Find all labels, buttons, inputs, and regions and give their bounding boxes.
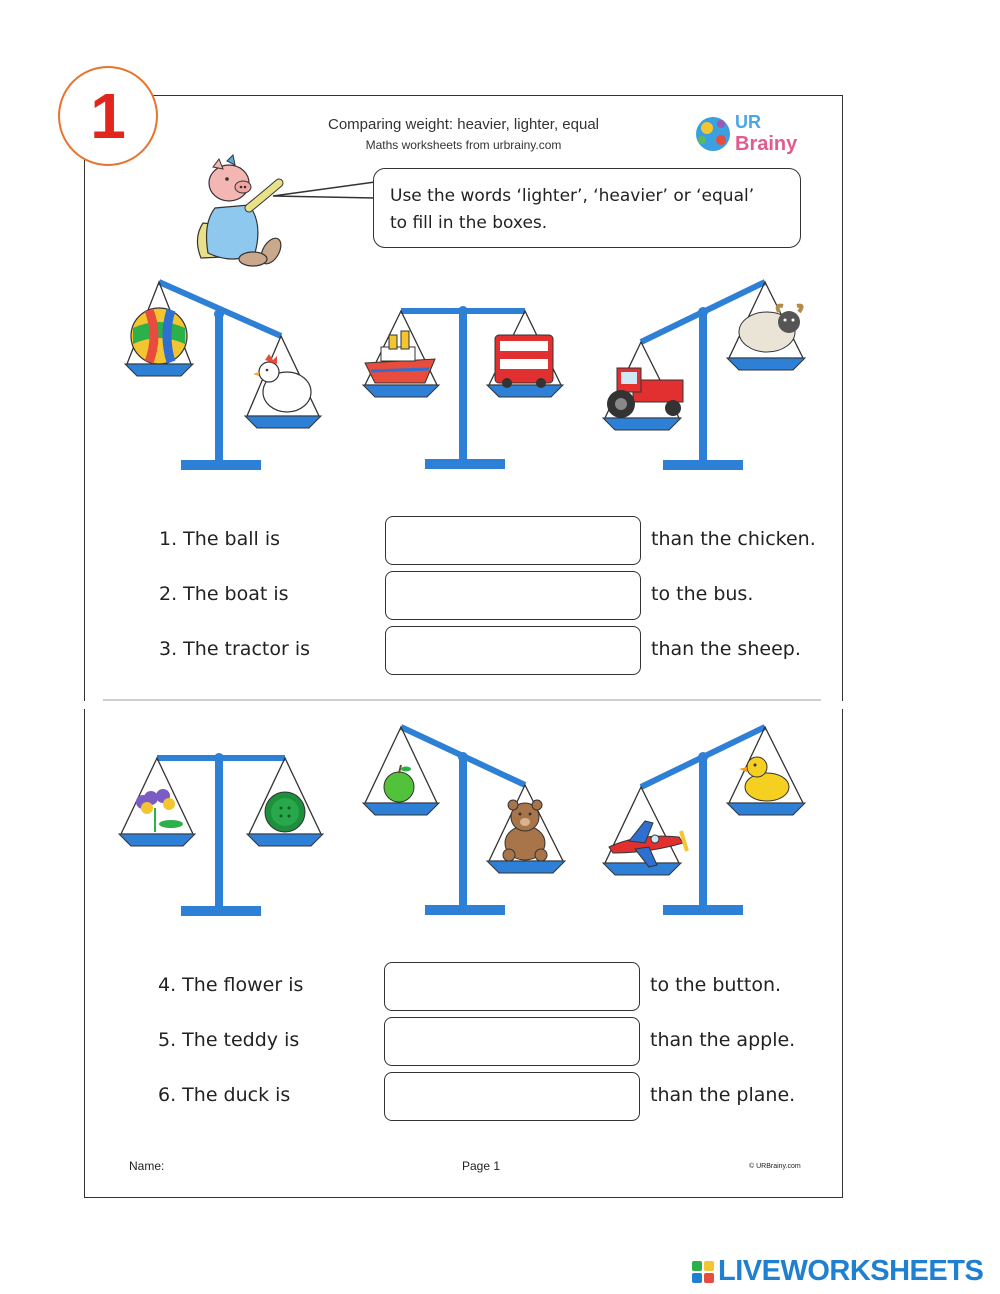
answer-box-6[interactable]: [384, 1072, 640, 1121]
sheep-icon: [739, 306, 802, 352]
liveworksheets-wordmark: LIVEWORKSHEETS: [718, 1255, 984, 1287]
pig-character-illustration: [183, 153, 293, 268]
worksheet-page: [84, 95, 843, 1198]
instruction-line-2: to fill in the boxes.: [390, 213, 548, 233]
section-divider: [103, 699, 821, 701]
question-5-prefix: 5. The teddy is: [158, 1029, 300, 1051]
answer-box-3[interactable]: [385, 626, 641, 675]
question-4-suffix: to the button.: [650, 974, 782, 996]
logo-text-brainy: Brainy: [735, 133, 798, 155]
worksheet-subtitle: Maths worksheets from urbrainy.com: [365, 138, 562, 152]
answer-box-1[interactable]: [385, 516, 641, 565]
question-3-suffix: than the sheep.: [651, 638, 801, 660]
question-2-prefix: 2. The boat is: [159, 583, 289, 605]
worksheet-title: Comparing weight: heavier, lighter, equal: [328, 116, 599, 133]
apple-icon: [384, 765, 414, 802]
question-6-prefix: 6. The duck is: [158, 1084, 291, 1106]
question-4-prefix: 4. The flower is: [158, 974, 304, 996]
flower-icon: [136, 789, 183, 832]
rubber-duck-icon: [739, 757, 789, 801]
answer-box-5[interactable]: [384, 1017, 640, 1066]
question-6-suffix: than the plane.: [650, 1084, 796, 1106]
balance-scale-boat-bus: [359, 301, 569, 476]
instruction-line-1: Use the words ‘lighter’, ‘heavier’ or ‘equal’: [390, 186, 755, 206]
page-number-badge: 1: [58, 66, 158, 166]
teddy-bear-icon: [503, 800, 547, 861]
ball-icon: [131, 308, 187, 364]
liveworksheets-logo-icon: [692, 1261, 714, 1283]
boat-icon: [365, 331, 435, 383]
balance-scale-apple-teddy: [359, 721, 574, 926]
balance-scale-flower-button: [115, 748, 330, 923]
question-3-prefix: 3. The tractor is: [159, 638, 310, 660]
footer-name-label: Name:: [129, 1159, 165, 1173]
tractor-icon: [607, 368, 683, 418]
instruction-speech-bubble: [373, 168, 801, 248]
answer-box-2[interactable]: [385, 571, 641, 620]
balance-scale-ball-chicken: [119, 276, 329, 476]
footer-copyright: © URBrainy.com: [749, 1163, 801, 1170]
balance-scale-plane-duck: [599, 721, 819, 926]
question-1-suffix: than the chicken.: [651, 528, 816, 550]
button-icon: [265, 792, 305, 832]
balance-scale-tractor-sheep: [599, 276, 819, 476]
border-gap-left: [82, 701, 88, 709]
question-2-suffix: to the bus.: [651, 583, 754, 605]
question-1-prefix: 1. The ball is: [159, 528, 281, 550]
bus-icon: [495, 335, 553, 388]
instruction-text: [390, 183, 790, 237]
liveworksheets-brand: [692, 1255, 983, 1288]
logo-text-ur: UR: [735, 112, 761, 132]
border-gap-right: [839, 701, 845, 709]
urbrainy-logo: [691, 106, 821, 156]
speech-bubble-tail: [271, 180, 377, 202]
question-5-suffix: than the apple.: [650, 1029, 796, 1051]
answer-box-4[interactable]: [384, 962, 640, 1011]
footer-page-label: Page 1: [462, 1159, 501, 1173]
toy-plane-icon: [609, 821, 687, 867]
